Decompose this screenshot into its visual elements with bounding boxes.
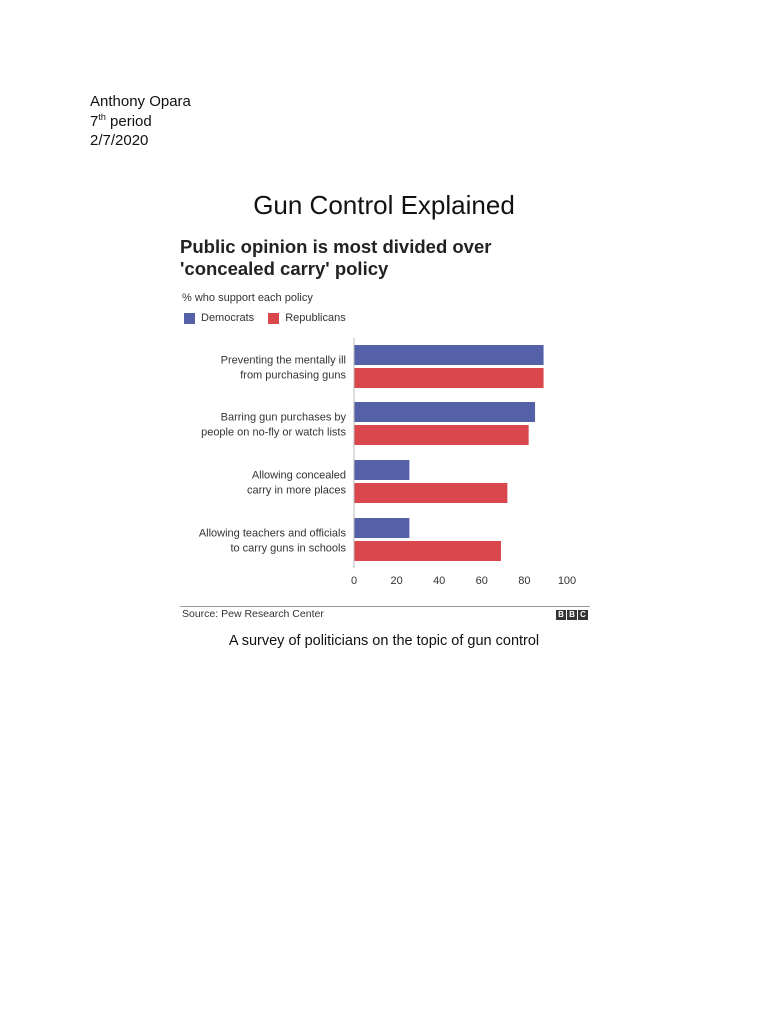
bar-republicans [354, 425, 529, 445]
bar-democrats [354, 518, 409, 538]
legend-swatch-republicans [268, 313, 279, 324]
bbc-logo [556, 610, 588, 620]
category-label: to carry guns in schools [230, 542, 346, 555]
document-header [90, 92, 191, 151]
category-label: Preventing the mentally ill [220, 354, 346, 367]
chart-figure [180, 236, 590, 622]
category-label: Allowing teachers and officials [198, 527, 346, 540]
logo-letter: B [567, 610, 577, 620]
author-name: Anthony Opara [90, 93, 191, 110]
bar-democrats [354, 460, 409, 480]
chart-title-line1: Public opinion is most divided over [180, 236, 492, 257]
x-tick-label: 100 [557, 575, 577, 587]
bar-democrats [354, 345, 544, 365]
chart-legend [184, 312, 360, 324]
logo-letter: B [556, 610, 566, 620]
category-label: people on no-fly or watch lists [201, 426, 346, 439]
chart-title-line2: 'concealed carry' policy [180, 258, 389, 279]
legend-item-republicans [268, 312, 346, 324]
class-period [90, 112, 191, 132]
bar-republicans [354, 541, 501, 561]
document-title: Gun Control Explained [253, 190, 515, 220]
chart-source: Source: Pew Research Center [182, 608, 324, 620]
period-superscript: th [98, 111, 106, 122]
source-divider [180, 606, 590, 607]
bar-republicans [354, 483, 507, 503]
bar-chart [180, 336, 590, 596]
category-label: Allowing concealed [251, 469, 346, 482]
legend-swatch-democrats [184, 313, 195, 324]
x-tick-label: 20 [390, 575, 403, 587]
legend-item-democrats [184, 312, 254, 324]
category-label: from purchasing guns [240, 369, 346, 382]
chart-title [180, 236, 580, 280]
period-word: period [105, 112, 152, 130]
legend-label-democrats: Democrats [201, 312, 255, 324]
legend-label-republicans: Republicans [285, 312, 346, 324]
document-date: 2/7/2020 [90, 132, 149, 149]
period-number: 7 [90, 112, 99, 130]
x-tick-label: 0 [350, 575, 358, 587]
bar-republicans [354, 368, 544, 388]
x-tick-label: 60 [475, 575, 488, 587]
category-label: carry in more places [246, 484, 346, 497]
x-tick-label: 80 [518, 575, 531, 587]
category-label: Barring gun purchases by [220, 411, 346, 424]
logo-letter: C [578, 610, 588, 620]
bar-democrats [354, 402, 535, 422]
chart-subtitle: % who support each policy [182, 292, 313, 304]
x-tick-label: 40 [433, 575, 446, 587]
figure-caption: A survey of politicians on the topic of gun control [228, 633, 540, 649]
